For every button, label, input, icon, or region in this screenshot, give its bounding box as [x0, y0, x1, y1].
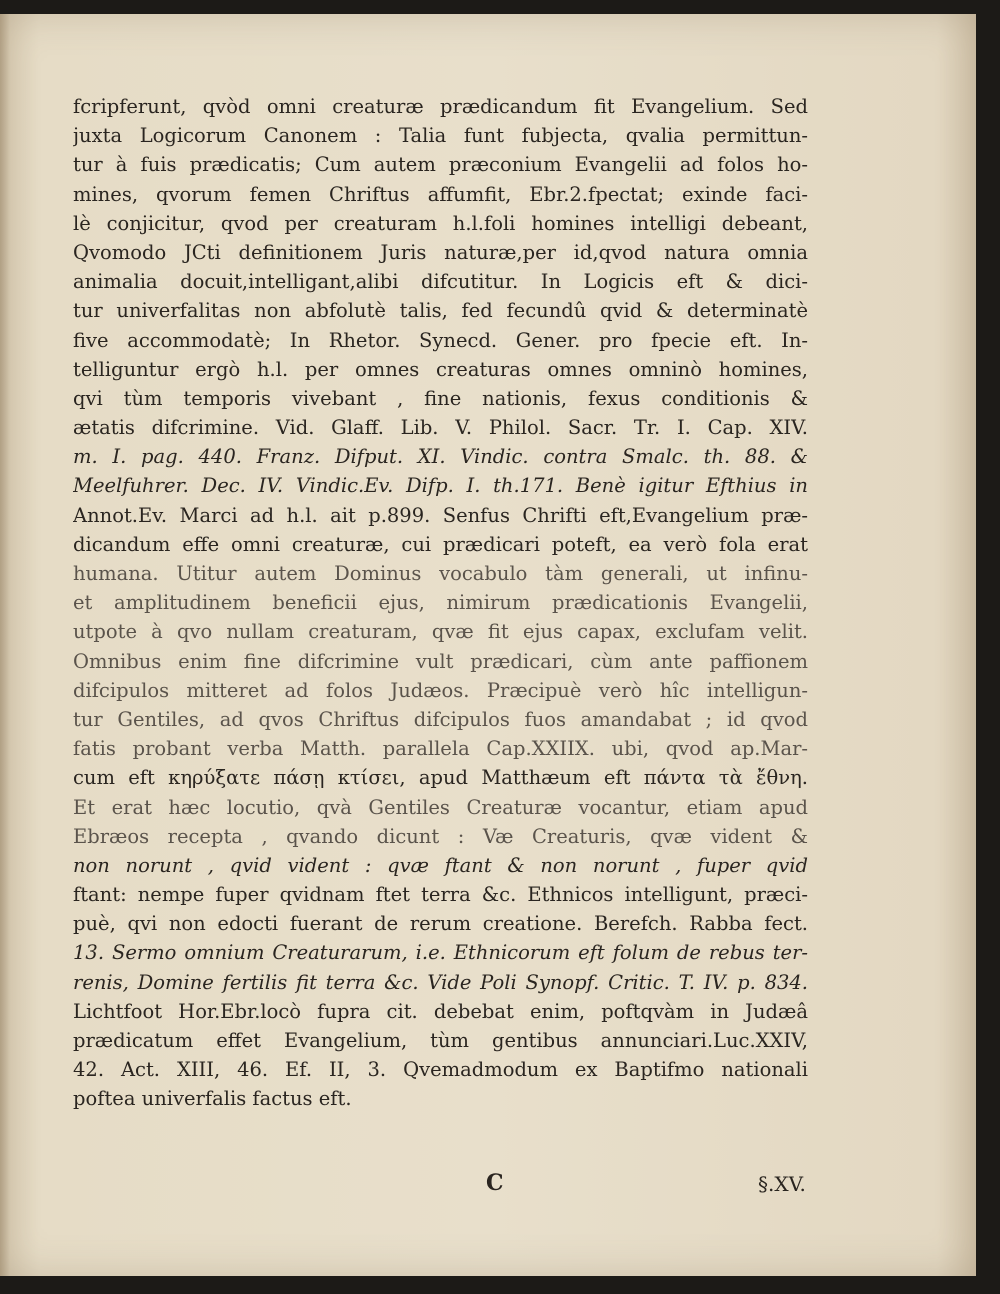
signature-mark: C — [486, 1170, 504, 1196]
text-line: humana. Utitur autem Dominus vocabulo tàm generali, ut infinu- — [73, 562, 808, 585]
text-line: difcipulos mitteret ad folos Judæos. Præcipuè verò hîc intelligun- — [73, 678, 808, 702]
text-line: prædicatum effet Evangelium, tùm gentibus annunciari.Luc.XXIV, — [73, 1029, 808, 1052]
text-line: telliguntur ergò h.l. per omnes creaturas omnes omninò homines, — [73, 357, 808, 381]
text-line: 42. Act. XIII, 46. Ef. II, 3. Qvemadmodum ex Baptifmo nationali — [73, 1058, 808, 1082]
text-line: mines, qvorum femen Chriftus affumfit, Ebr.2.fpectat; exinde faci- — [73, 182, 808, 206]
text-line: five accommodatè; In Rhetor. Synecd. Gener. pro fpecie eft. In- — [73, 328, 808, 352]
text-line: Annot.Ev. Marci ad h.l. ait p.899. Senfus Chrifti eft,Evangelium præ- — [73, 503, 808, 527]
text-line: tur univerfalitas non abfolutè talis, fed fecundû qvid & determinatè — [73, 299, 808, 323]
text-line: dicandum effe omni creaturæ, cui prædicari poteft, ea verò fola erat — [73, 532, 808, 556]
text-line: et amplitudinem beneficii ejus, nimirum prædicationis Evangelii, — [73, 591, 808, 615]
text-line: Ebræos recepta , qvando dicunt : Væ Creaturis, qvæ vident & — [73, 824, 808, 848]
text-line: qvi tùm temporis vivebant , fine nationis, fexus conditionis & — [73, 386, 808, 410]
text-line: 13. Sermo omnium Creaturarum, i.e. Ethnicorum eft folum de rebus ter- — [73, 941, 808, 965]
text-line: m. I. pag. 440. Franz. Difput. XI. Vindic. contra Smalc. th. 88. & — [73, 445, 808, 469]
text-line: Et erat hæc locutio, qvà Gentiles Creaturæ vocantur, etiam apud — [73, 795, 808, 819]
text-line: poftea univerfalis factus eft. — [73, 1087, 352, 1111]
text-line: lè conjicitur, qvod per creaturam h.l.foli homines intelligi debeant, — [73, 211, 808, 235]
text-line: juxta Logicorum Canonem : Talia funt fubjecta, qvalia permittun- — [73, 124, 808, 148]
text-line: cum eft κηρύξατε πάσῃ κτίσει, apud Matthæum eft πάντα τὰ ἔθνη. — [73, 766, 808, 790]
body-text — [73, 92, 808, 1114]
text-line: non norunt , qvid vident : qvæ ftant & non norunt , fuper qvid — [73, 853, 808, 877]
text-line: Lichtfoot Hor.Ebr.locò fupra cit. debebat enim, poftqvàm in Judæâ — [73, 999, 808, 1023]
text-line: fcripferunt, qvòd omni creaturæ prædicandum fit Evangelium. Sed — [73, 95, 808, 118]
text-line: puè, qvi non edocti fuerant de rerum creatione. Berefch. Rabba fect. — [73, 912, 808, 936]
text-line: animalia docuit,intelligant,alibi difcutitur. In Logicis eft & dici- — [73, 270, 808, 294]
text-line: ætatis difcrimine. Vid. Glaff. Lib. V. Philol. Sacr. Tr. I. Cap. XIV. — [73, 416, 808, 440]
page-footer — [0, 1162, 976, 1202]
text-line: Qvomodo JCti definitionem Juris naturæ,per id,qvod natura omnia — [73, 240, 808, 264]
text-line: tur Gentiles, ad qvos Chriftus difcipulos fuos amandabat ; id qvod — [73, 707, 808, 731]
text-line: fatis probant verba Matth. parallela Cap.XXIIX. ubi, qvod ap.Mar- — [73, 737, 808, 761]
text-line: ftant: nempe fuper qvidnam ftet terra &c. Ethnicos intelligunt, præci- — [73, 883, 808, 907]
text-line: Meelfuhrer. Dec. IV. Vindic.Ev. Difp. I. th.171. Benè igitur Efthius in — [73, 474, 808, 498]
book-page — [0, 14, 976, 1276]
text-line: renis, Domine fertilis fit terra &c. Vide Poli Synopf. Critic. T. IV. p. 834. — [73, 970, 808, 994]
text-line: Omnibus enim fine difcrimine vult prædicari, cùm ante paffionem — [73, 649, 808, 673]
catchword: §.XV. — [758, 1172, 806, 1196]
text-line: utpote à qvo nullam creaturam, qvæ fit ejus capax, exclufam velit. — [73, 620, 808, 644]
text-line: tur à fuis prædicatis; Cum autem præconium Evangelii ad folos ho- — [73, 153, 808, 177]
